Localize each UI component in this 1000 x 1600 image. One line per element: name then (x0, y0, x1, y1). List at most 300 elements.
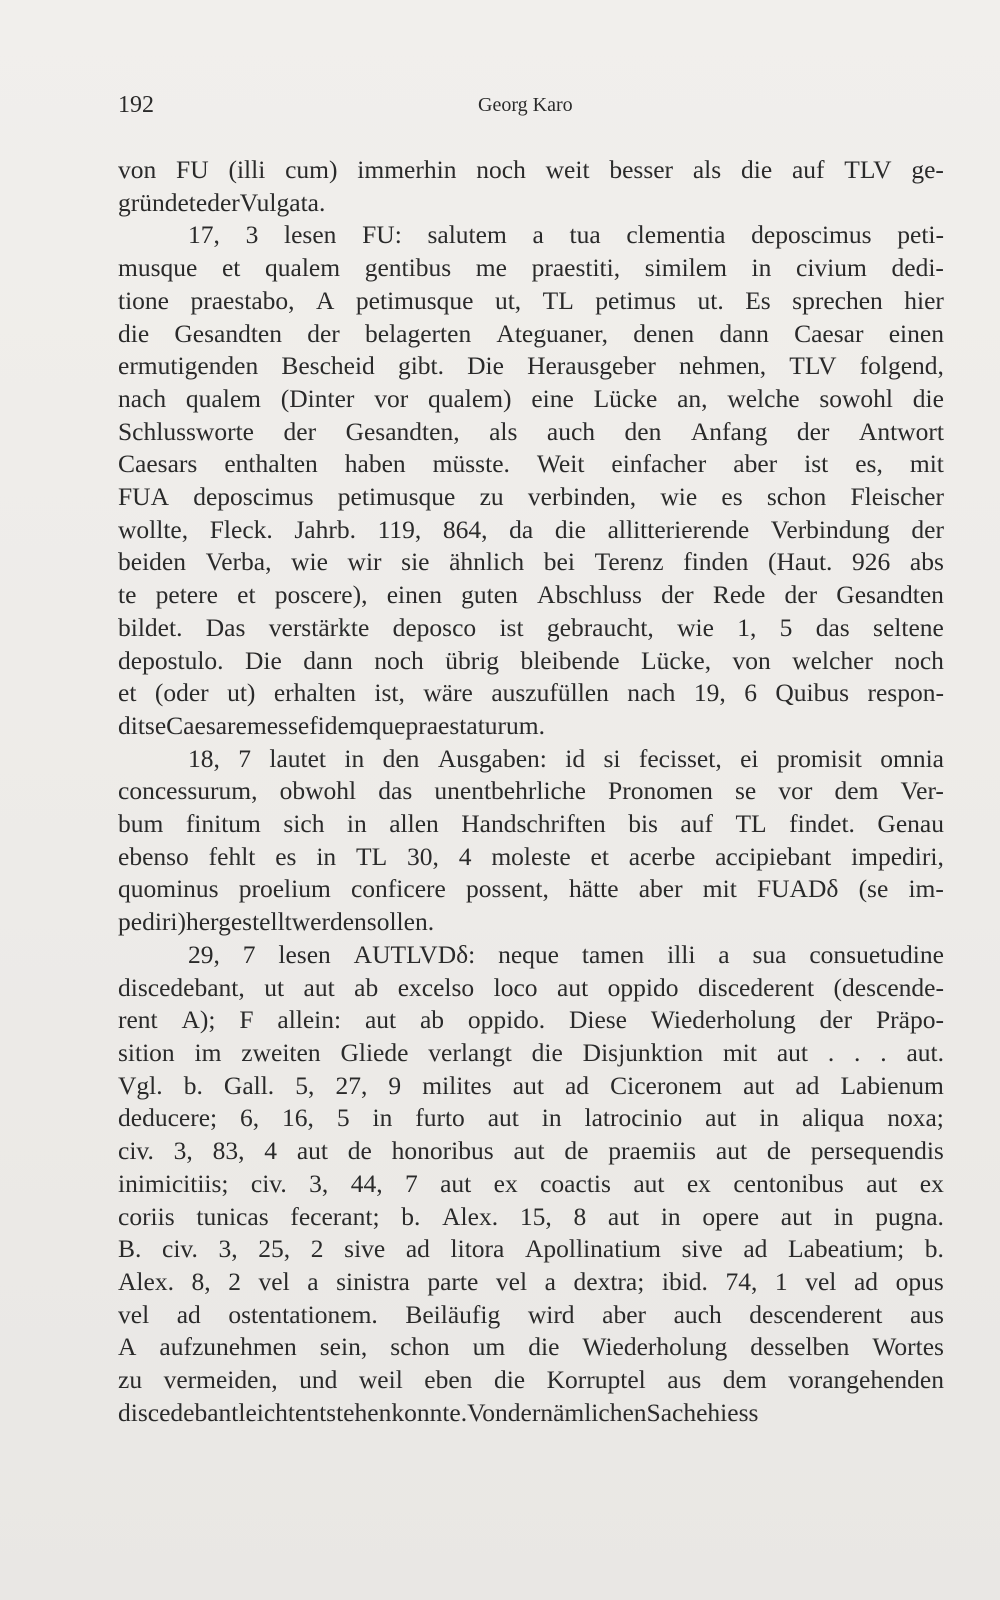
word: ähnlich (449, 547, 525, 577)
word: oppido (607, 972, 679, 1002)
word: Weit (536, 449, 585, 479)
word: ut, (494, 285, 522, 315)
word: Caesars (118, 449, 198, 479)
word: nach (627, 678, 676, 708)
word: praestabo, (190, 285, 295, 315)
word: Apollinatium (525, 1234, 661, 1264)
word: aliqua (801, 1103, 865, 1133)
text-line (118, 1364, 944, 1397)
paragraph (118, 154, 944, 219)
word: aut (780, 1201, 812, 1231)
word: Pronomen (608, 776, 713, 806)
word: werden (291, 907, 367, 937)
word: ist (804, 449, 829, 479)
word: ad (176, 1299, 201, 1329)
word: um (472, 1332, 506, 1362)
word: Von (467, 1397, 508, 1427)
word: 3 (245, 220, 259, 250)
word: omnia (880, 743, 944, 773)
word: discedebant, (118, 972, 245, 1002)
word: sive (681, 1234, 723, 1264)
word: Korruptel (546, 1365, 646, 1395)
word: 5, (295, 1070, 315, 1100)
text-line (118, 1004, 944, 1037)
word: musque (118, 253, 198, 283)
word: Caesar (794, 318, 864, 348)
word: (descende- (833, 972, 944, 1002)
word: Die (244, 645, 282, 675)
word: 4 (458, 841, 472, 871)
word: 25, (258, 1234, 291, 1264)
text-line (118, 546, 944, 579)
word: a (544, 1266, 556, 1296)
word: 9 (388, 1070, 402, 1100)
word: FU (176, 155, 209, 184)
word: F (239, 1005, 254, 1035)
word: 5 (336, 1103, 350, 1133)
word: ad (795, 1070, 820, 1100)
word: dextra; (573, 1266, 645, 1296)
word: übrig (445, 645, 500, 675)
word: Jahrb. (294, 514, 356, 544)
word: von (732, 645, 771, 675)
text-line (118, 448, 944, 481)
word: . (827, 1037, 835, 1067)
word: auf (680, 809, 713, 839)
word: sinistra (336, 1266, 410, 1296)
word: konnte. (391, 1397, 468, 1427)
word: Schlussworte (118, 416, 254, 446)
word: 6 (744, 678, 757, 708)
text-line (118, 645, 944, 678)
word: civium (796, 253, 867, 283)
word: es, (855, 449, 883, 479)
word: 7 (404, 1168, 418, 1198)
word: Wortes (872, 1332, 944, 1362)
word: lautet (269, 743, 327, 773)
word: (se (858, 874, 889, 904)
word: TL (356, 841, 388, 871)
word: unentbehrliche (434, 776, 586, 806)
word: moleste (491, 841, 571, 871)
word: Anfang (690, 416, 768, 446)
word: aut (715, 1136, 748, 1166)
word: vor (778, 776, 813, 806)
word: enthalten (224, 449, 318, 479)
text-line (118, 416, 944, 449)
word: tunicas (196, 1201, 269, 1231)
word: wie (660, 482, 698, 512)
word: Abschluss (537, 580, 642, 610)
word: mit (909, 449, 944, 479)
word: poscere), (274, 580, 368, 610)
word: B. (118, 1234, 142, 1264)
word: Quibus (775, 678, 850, 708)
word: entstehen (295, 1397, 392, 1427)
text-line (118, 383, 944, 416)
word: aut (866, 1168, 898, 1198)
word: auch (546, 416, 596, 446)
word: findet. (789, 809, 855, 839)
word: eben (424, 1365, 473, 1395)
word: aber (602, 1299, 647, 1329)
word: clementia (626, 220, 726, 250)
word: A (118, 1332, 137, 1362)
word: vel (258, 1266, 290, 1296)
word: (illi (228, 155, 266, 184)
word: dann (719, 318, 769, 348)
word: ab (419, 1005, 445, 1035)
word: der (207, 187, 240, 217)
word: ostentationem. (228, 1299, 378, 1329)
word: eine (531, 383, 574, 413)
word: esse (266, 710, 310, 740)
word: impediri, (851, 841, 944, 871)
word: tione (118, 285, 169, 315)
word: Labienum (840, 1070, 944, 1100)
word: gebraucht, (546, 612, 654, 642)
word: Gesandten, (345, 416, 460, 446)
word: aut (633, 1168, 665, 1198)
word: pediri) (118, 907, 186, 937)
word: in (372, 1103, 393, 1133)
word: descenderent (749, 1299, 883, 1329)
text-line (118, 187, 944, 220)
paragraph (118, 743, 944, 939)
word: als (692, 155, 722, 184)
word: sition (118, 1037, 175, 1067)
word: aut (303, 972, 335, 1002)
word: gibt. (397, 351, 444, 381)
word: 2 (310, 1234, 324, 1264)
word: gentibus (364, 253, 452, 283)
word: sich (283, 809, 325, 839)
word: promisit (776, 743, 862, 773)
word: aufzunehmen (159, 1332, 297, 1362)
word: discederent (697, 972, 815, 1002)
word: Lücke (593, 383, 658, 413)
word: den (382, 743, 420, 773)
word: persequendis (810, 1136, 944, 1166)
word: hätte (569, 874, 619, 904)
word: sua (752, 939, 787, 969)
word: ut (264, 972, 285, 1002)
word: zweiten (241, 1037, 321, 1067)
word: b. (401, 1201, 421, 1231)
word: aber (638, 874, 683, 904)
word: praestiti, (531, 253, 621, 283)
word: in (316, 841, 337, 871)
word: 30, (407, 841, 439, 871)
word: furto (415, 1103, 465, 1133)
word: 19, (693, 678, 726, 708)
word: Alex. (442, 1201, 499, 1231)
word: belagerten (365, 318, 472, 348)
word: ad (405, 1234, 430, 1264)
word: Diese (568, 1005, 627, 1035)
word: respon- (867, 678, 944, 708)
word: fehlt (208, 841, 256, 871)
word: hiess (707, 1397, 759, 1427)
word: Bescheid (281, 351, 375, 381)
word: bei (543, 547, 575, 577)
word: 44, (350, 1168, 383, 1198)
word: 2 (228, 1266, 241, 1296)
text-line (118, 873, 944, 906)
word: Verbindung (770, 514, 890, 544)
text-line (118, 972, 944, 1005)
word: discedebant (118, 1397, 239, 1427)
word: lesen (278, 939, 331, 969)
word: se (144, 710, 167, 740)
text-line (118, 612, 944, 645)
word: Präpo- (875, 1005, 944, 1035)
word: wir (347, 547, 382, 577)
word: concessurum, (118, 776, 258, 806)
word: Verba, (205, 547, 272, 577)
word: folgend, (859, 351, 944, 381)
word: ad (853, 1266, 879, 1296)
word: TLV (789, 351, 837, 381)
text-line (118, 1299, 944, 1332)
paragraph (118, 939, 944, 1430)
word: TL (735, 809, 767, 839)
word: neque (498, 939, 559, 969)
word: salutem (427, 220, 507, 250)
word: sive (344, 1234, 386, 1264)
word: praemiis (608, 1136, 697, 1166)
word: in (833, 1201, 854, 1231)
text-line (118, 1233, 944, 1266)
word: wie (677, 612, 714, 642)
word: 3, (218, 1234, 238, 1264)
word: milites (422, 1070, 492, 1100)
word: oppido. (467, 1005, 546, 1035)
word: welcher (792, 645, 873, 675)
word: coriis (118, 1201, 175, 1231)
word: da (509, 514, 534, 544)
word: consuetudine (809, 939, 944, 969)
word: der (796, 416, 830, 446)
word: als (489, 416, 518, 446)
word: bildet. (118, 612, 183, 642)
word: aut (512, 1070, 544, 1100)
word: nach (118, 383, 167, 413)
word: vel (495, 1266, 528, 1296)
word: ei (740, 743, 759, 773)
text-line (118, 285, 944, 318)
word: nämlichen (540, 1397, 647, 1427)
word: inimicitiis; (118, 1168, 229, 1198)
word: dit (118, 710, 145, 740)
word: weit (545, 155, 590, 184)
word: Wiederholung (582, 1332, 728, 1362)
word: deposcimus (751, 220, 872, 250)
word: in (759, 1103, 780, 1133)
text-line (118, 808, 944, 841)
word: 3, (173, 1136, 193, 1166)
word: hier (904, 285, 944, 315)
word: fidemque (309, 710, 406, 740)
word: deducere; (118, 1103, 218, 1133)
word: Handschriften (461, 809, 606, 839)
word: die (531, 1037, 563, 1067)
word: FU: (362, 220, 402, 250)
word: Gesandten (836, 580, 944, 610)
word: Ciceronem (610, 1070, 723, 1100)
word: vel (805, 1266, 837, 1296)
word: de (766, 1136, 791, 1166)
word: A (316, 285, 335, 315)
word: 15, (519, 1201, 552, 1231)
word: b. (924, 1234, 944, 1264)
word: 3, (309, 1168, 329, 1198)
word: die (740, 155, 773, 184)
word: 8, (191, 1266, 211, 1296)
word: sowohl (819, 383, 893, 413)
word: qualem) (427, 383, 512, 413)
word: mit (722, 1037, 757, 1067)
word: die (118, 318, 150, 348)
word: aus (667, 1365, 702, 1395)
word: welche (727, 383, 800, 413)
word: b. (183, 1070, 203, 1100)
text-line (118, 906, 944, 939)
word: 864, (442, 514, 488, 544)
word: den (624, 416, 662, 446)
word: sie (401, 547, 430, 577)
word: im- (908, 874, 944, 904)
word: es (721, 482, 743, 512)
word: sein, (319, 1332, 368, 1362)
word: tua (569, 220, 601, 250)
text-line (118, 1331, 944, 1364)
word: in (344, 743, 365, 773)
text-line (118, 841, 944, 874)
word: loco (493, 972, 538, 1002)
word: tamen (581, 939, 645, 969)
word: ut. (697, 285, 724, 315)
word: guten (461, 580, 518, 610)
word: die (528, 1332, 560, 1362)
text-line (118, 710, 944, 743)
word: aber (733, 449, 778, 479)
text-line (118, 775, 944, 808)
word: der (507, 1397, 541, 1427)
word: Vgl. (118, 1070, 163, 1100)
text-line (118, 154, 944, 187)
word: 1 (774, 1266, 788, 1296)
word: noch (476, 155, 526, 184)
word: FUA (118, 482, 170, 512)
word: wollte, (118, 514, 189, 544)
word: petimusque (337, 482, 456, 512)
word: acerbe (628, 841, 696, 871)
word: (Haut. (767, 547, 833, 577)
word: ibid. (661, 1266, 708, 1296)
word: allitterierende (607, 514, 750, 544)
text-line (118, 677, 944, 710)
word: es (275, 841, 297, 871)
word: ex (919, 1168, 944, 1198)
word: illi (667, 939, 696, 969)
word: 1, (737, 612, 757, 642)
text-line (118, 1070, 944, 1103)
word: Beiläufig (405, 1299, 501, 1329)
word: 119, (377, 514, 422, 544)
word: leicht (238, 1397, 296, 1427)
word: an, (677, 383, 708, 413)
word: quominus (118, 874, 219, 904)
word: 8 (573, 1201, 587, 1231)
word: de (564, 1136, 589, 1166)
word: de (347, 1136, 372, 1166)
word: ist, (374, 678, 405, 708)
word: aut (607, 1201, 640, 1231)
word: ist (499, 612, 524, 642)
word: similem (644, 253, 727, 283)
text-line (118, 579, 944, 612)
word: ad (564, 1070, 590, 1100)
word: die (912, 383, 944, 413)
text-line (118, 1102, 944, 1135)
word: Ver- (900, 776, 944, 806)
word: petimusque (355, 285, 474, 315)
word: praestaturum. (405, 710, 545, 740)
word: aut (440, 1168, 472, 1198)
word: 17, (188, 220, 220, 250)
word: allein: (277, 1005, 342, 1035)
word: hergestellt (185, 907, 292, 937)
word: schon (766, 482, 827, 512)
text-line (118, 252, 944, 285)
word: 18, (188, 743, 220, 773)
word: allen (389, 809, 439, 839)
word: Terenz (594, 547, 664, 577)
word: ge- (911, 155, 944, 184)
word: ex (686, 1168, 711, 1198)
word: finitum (185, 809, 261, 839)
word: einfacher (611, 449, 707, 479)
word: seltene (873, 612, 944, 642)
word: bleibende (520, 645, 620, 675)
word: immerhin (357, 155, 457, 184)
running-head (118, 92, 938, 128)
word: Ateguaner, (496, 318, 608, 348)
word: Herausgeber (527, 351, 656, 381)
word: 74, (725, 1266, 758, 1296)
word: obwohl (279, 776, 357, 806)
word: rent (118, 1005, 158, 1035)
word: in (660, 1201, 681, 1231)
word: schon (390, 1332, 450, 1362)
text-line (118, 743, 944, 776)
word: zu (118, 1365, 143, 1395)
word: FUADδ (756, 874, 839, 904)
word: noxa; (887, 1103, 944, 1133)
word: si (603, 743, 621, 773)
word: TL (542, 285, 574, 315)
word: Caesarem (166, 710, 267, 740)
word: (oder (154, 678, 209, 708)
word: deposcimus (193, 482, 314, 512)
word: depostulo. (118, 645, 224, 675)
text-line (118, 939, 944, 972)
text-line (118, 350, 944, 383)
word: conficere (350, 874, 446, 904)
word: mit (702, 874, 737, 904)
word: 926 (852, 547, 891, 577)
